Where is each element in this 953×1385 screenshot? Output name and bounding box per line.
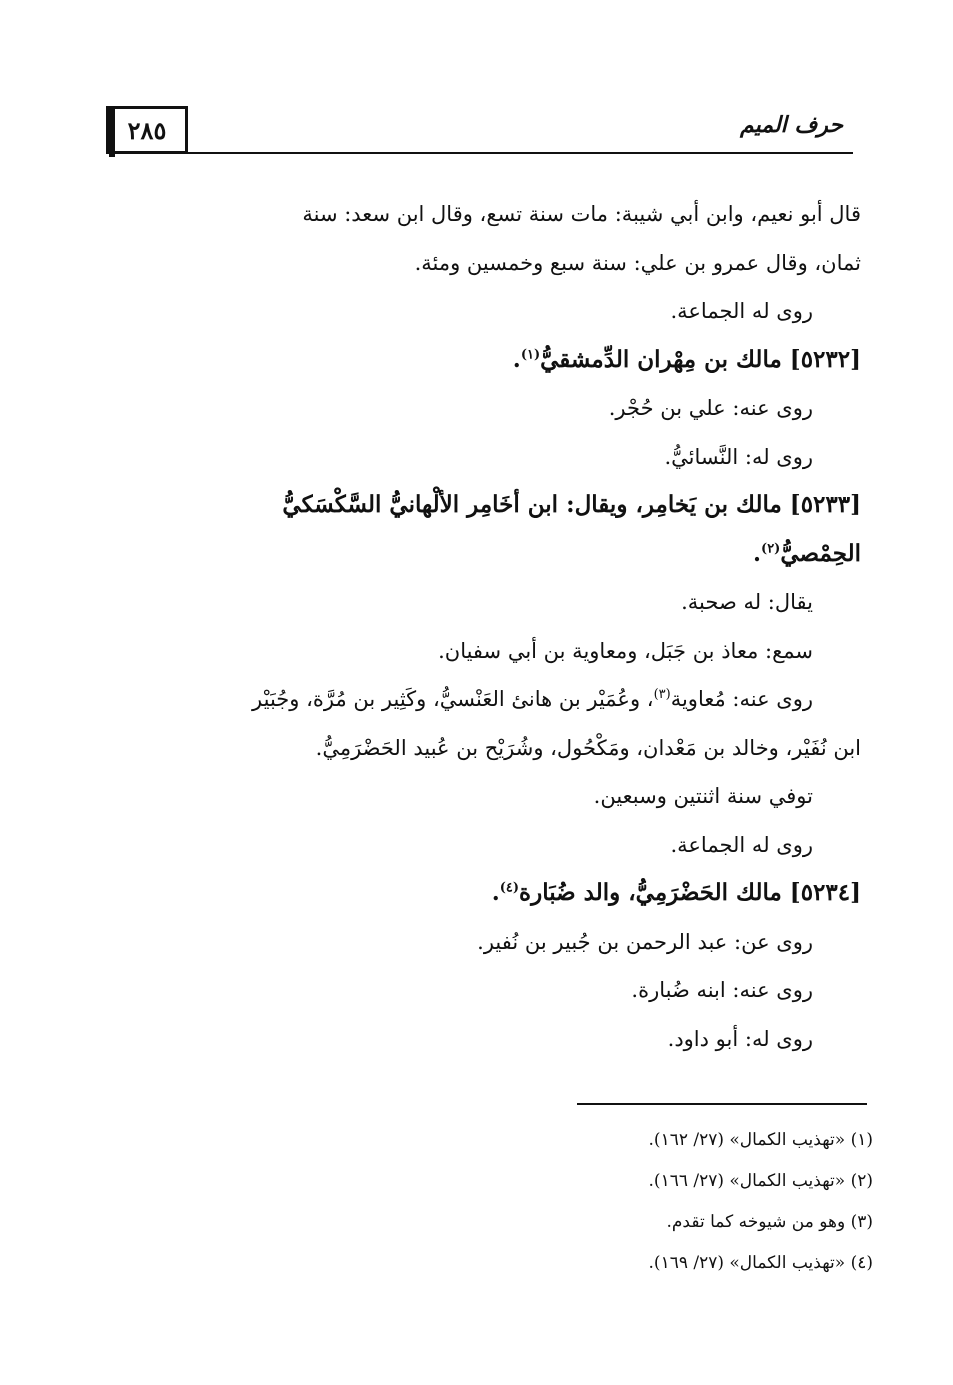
text-line: ثمان، وقال عمرو بن علي: سنة سبع وخمسين ومئة. — [414, 250, 861, 275]
footnotes — [373, 1120, 873, 1284]
footnote-ref: (٤) — [499, 880, 520, 896]
text-line: روى له الجماعة. — [670, 299, 813, 323]
main-text — [100, 190, 861, 1063]
text-line: يقال: له صحبة. — [681, 590, 813, 614]
text-line — [100, 675, 861, 724]
entry-heading-5233-cont: الحِمْصيُّ$^{(٢)}$. — [753, 539, 861, 567]
footnote-ref: (٣) — [653, 687, 671, 702]
entry-heading-5234: [٥٢٣٤] مالك الحَضْرَمِيُّ، والد ضُبَارة$^{(٤)}$. — [491, 879, 861, 906]
text-line-content: قال أبو نعيم، وابن أبي شيبة: مات سنة تسع، وقال ابن سعد: سنة — [302, 202, 861, 226]
footnote-ref: (١) — [520, 346, 541, 362]
text-line — [100, 190, 861, 239]
text-line: روى له: النَّسائيُّ. — [664, 444, 813, 469]
text-line: روى له الجماعة. — [670, 832, 813, 857]
entry-number: [٥٢٣٢] — [789, 345, 861, 373]
text-line: روى له: أبو داود. — [667, 1026, 813, 1051]
footnote: (٣) وهو من شيوخه كما تقدم. — [666, 1212, 873, 1232]
narrators-start: روى عنه: مُعاوية — [670, 687, 813, 711]
text-line: روى عنه: ابنه ضُبارة. — [631, 978, 813, 1002]
entry-heading-5233 — [100, 481, 861, 530]
entry-name: مالك بن يَخامِر، ويقال: ابن أخَامِر الألْهانيُّ السَّكْسَكيُّ — [282, 491, 782, 518]
text-line: ابن نُفَيْر، وخالد بن مَعْدان، ومَكْحُول، وشُرَيْح بن عُبيد الحَضْرَمِيُّ. — [315, 735, 861, 760]
narrators-end: ، وعُمَيْر بن هانئ العَنْسيُّ، وكَثِير بن مُرَّة، وجُبَيْر — [252, 687, 654, 711]
text-line: سمع: معاذ بن جَبَل، ومعاوية بن أبي سفيان. — [438, 638, 813, 663]
entry-name-cont: الحِمْصيُّ — [780, 539, 861, 567]
entry-name: مالك الحَضْرَمِيُّ، والد ضُبَارة — [519, 879, 782, 906]
running-header-title: حرف الميم — [739, 112, 843, 138]
entry-name: مالك بن مِهْران الدِّمشقيُّ — [540, 345, 782, 373]
footnote-ref: (٢) — [761, 540, 781, 556]
footnote: (٢) «تهذيب الكمال» (٢٧/ ١٦٦). — [648, 1171, 873, 1191]
header-rule — [185, 152, 853, 154]
page-number: ٢٨٥ — [106, 106, 188, 154]
text-line: روى عن: عبد الرحمن بن جُبير بن نُفير. — [477, 929, 813, 954]
entry-number: [٥٢٣٣] — [789, 491, 861, 518]
footnote: (٤) «تهذيب الكمال» (٢٧/ ١٦٩). — [648, 1253, 873, 1273]
footnote: (١) «تهذيب الكمال» (٢٧/ ١٦٢). — [648, 1130, 873, 1150]
text-line: روى عنه: علي بن حُجْر. — [608, 396, 813, 420]
entry-heading-5232: [٥٢٣٢] مالك بن مِهْران الدِّمشقيُّ$^{(١)}$. — [512, 345, 861, 373]
footnote-rule — [577, 1103, 867, 1105]
entry-number: [٥٢٣٤] — [789, 879, 861, 906]
text-line: توفي سنة اثنتين وسبعين. — [593, 784, 813, 808]
